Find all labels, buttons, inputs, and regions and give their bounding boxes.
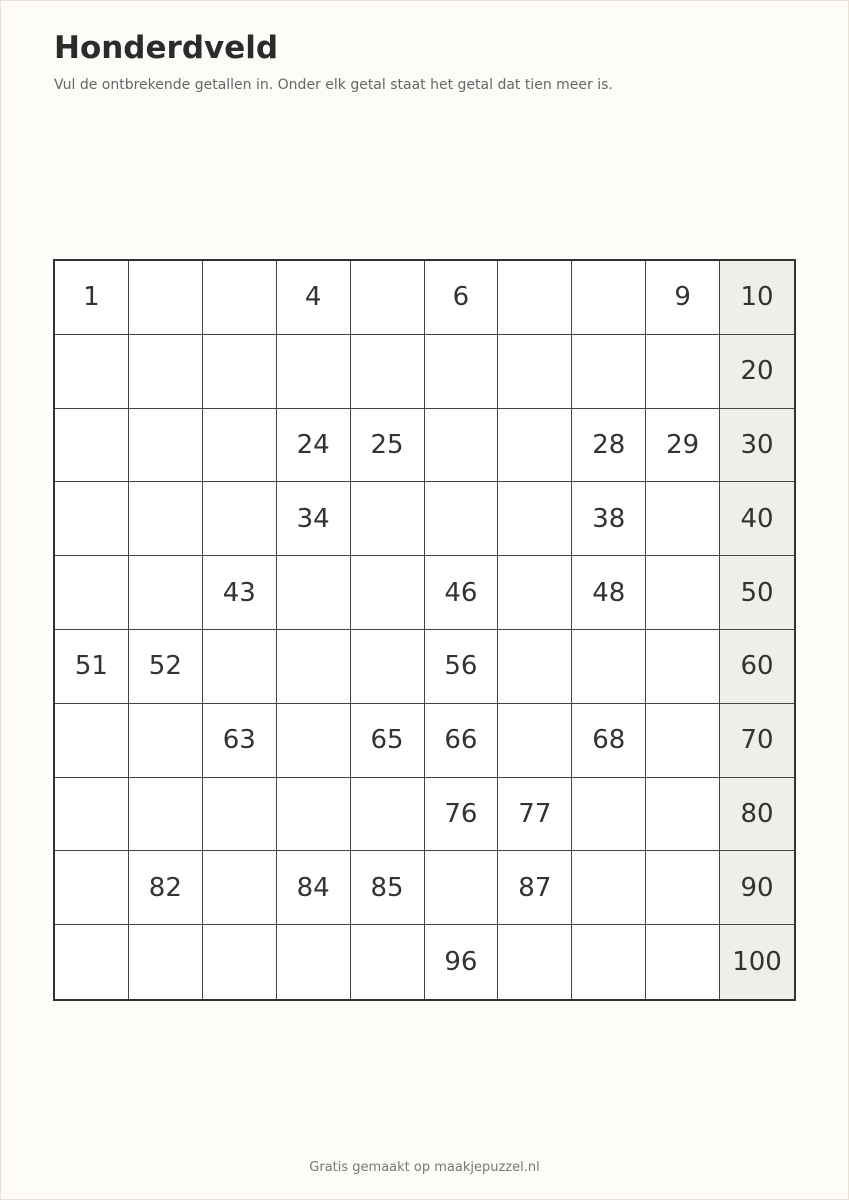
number-cell: 20 [720, 335, 794, 409]
empty-cell[interactable] [425, 482, 499, 556]
empty-cell[interactable] [55, 482, 129, 556]
empty-cell[interactable] [129, 778, 203, 852]
number-cell: 6 [425, 261, 499, 335]
empty-cell[interactable] [277, 335, 351, 409]
number-cell: 28 [572, 409, 646, 483]
empty-cell[interactable] [646, 778, 720, 852]
footer-credit: Gratis gemaakt op maakjepuzzel.nl [309, 1160, 540, 1175]
number-cell: 82 [129, 851, 203, 925]
number-cell: 46 [425, 556, 499, 630]
empty-cell[interactable] [425, 335, 499, 409]
number-cell: 60 [720, 630, 794, 704]
empty-cell[interactable] [498, 630, 572, 704]
number-cell: 9 [646, 261, 720, 335]
empty-cell[interactable] [572, 851, 646, 925]
number-cell: 87 [498, 851, 572, 925]
empty-cell[interactable] [498, 261, 572, 335]
empty-cell[interactable] [498, 409, 572, 483]
empty-cell[interactable] [646, 851, 720, 925]
empty-cell[interactable] [646, 704, 720, 778]
number-cell: 76 [425, 778, 499, 852]
number-cell: 29 [646, 409, 720, 483]
number-cell: 1 [55, 261, 129, 335]
number-cell: 4 [277, 261, 351, 335]
empty-cell[interactable] [425, 409, 499, 483]
number-cell: 77 [498, 778, 572, 852]
empty-cell[interactable] [351, 630, 425, 704]
empty-cell[interactable] [203, 261, 277, 335]
empty-cell[interactable] [646, 335, 720, 409]
empty-cell[interactable] [498, 925, 572, 999]
empty-cell[interactable] [277, 630, 351, 704]
number-cell: 80 [720, 778, 794, 852]
empty-cell[interactable] [203, 778, 277, 852]
empty-cell[interactable] [572, 630, 646, 704]
empty-cell[interactable] [646, 556, 720, 630]
empty-cell[interactable] [277, 704, 351, 778]
number-cell: 56 [425, 630, 499, 704]
page-title: Honderdveld [54, 30, 279, 66]
number-cell: 50 [720, 556, 794, 630]
empty-cell[interactable] [203, 630, 277, 704]
empty-cell[interactable] [351, 335, 425, 409]
number-cell: 66 [425, 704, 499, 778]
empty-cell[interactable] [498, 482, 572, 556]
number-cell: 38 [572, 482, 646, 556]
number-cell: 25 [351, 409, 425, 483]
number-cell: 90 [720, 851, 794, 925]
empty-cell[interactable] [351, 482, 425, 556]
empty-cell[interactable] [425, 851, 499, 925]
empty-cell[interactable] [129, 556, 203, 630]
number-cell: 70 [720, 704, 794, 778]
empty-cell[interactable] [646, 925, 720, 999]
empty-cell[interactable] [129, 925, 203, 999]
empty-cell[interactable] [203, 482, 277, 556]
empty-cell[interactable] [572, 925, 646, 999]
empty-cell[interactable] [203, 335, 277, 409]
empty-cell[interactable] [129, 704, 203, 778]
empty-cell[interactable] [203, 925, 277, 999]
number-cell: 65 [351, 704, 425, 778]
number-cell: 84 [277, 851, 351, 925]
empty-cell[interactable] [55, 409, 129, 483]
number-cell: 100 [720, 925, 794, 999]
empty-cell[interactable] [55, 335, 129, 409]
empty-cell[interactable] [129, 261, 203, 335]
empty-cell[interactable] [572, 335, 646, 409]
empty-cell[interactable] [129, 409, 203, 483]
empty-cell[interactable] [646, 630, 720, 704]
empty-cell[interactable] [129, 482, 203, 556]
empty-cell[interactable] [55, 778, 129, 852]
empty-cell[interactable] [277, 925, 351, 999]
number-cell: 63 [203, 704, 277, 778]
empty-cell[interactable] [351, 778, 425, 852]
empty-cell[interactable] [55, 925, 129, 999]
number-cell: 68 [572, 704, 646, 778]
empty-cell[interactable] [55, 556, 129, 630]
number-cell: 34 [277, 482, 351, 556]
number-cell: 85 [351, 851, 425, 925]
empty-cell[interactable] [572, 778, 646, 852]
empty-cell[interactable] [572, 261, 646, 335]
empty-cell[interactable] [203, 409, 277, 483]
hundred-grid [53, 259, 796, 1001]
empty-cell[interactable] [351, 261, 425, 335]
number-cell: 52 [129, 630, 203, 704]
empty-cell[interactable] [498, 335, 572, 409]
empty-cell[interactable] [203, 851, 277, 925]
number-cell: 40 [720, 482, 794, 556]
empty-cell[interactable] [351, 925, 425, 999]
number-cell: 30 [720, 409, 794, 483]
empty-cell[interactable] [55, 851, 129, 925]
number-cell: 96 [425, 925, 499, 999]
number-cell: 51 [55, 630, 129, 704]
empty-cell[interactable] [55, 704, 129, 778]
empty-cell[interactable] [277, 556, 351, 630]
number-cell: 24 [277, 409, 351, 483]
empty-cell[interactable] [129, 335, 203, 409]
instructions: Vul de ontbrekende getallen in. Onder elk getal staat het getal dat tien meer is. [54, 77, 613, 93]
number-cell: 10 [720, 261, 794, 335]
empty-cell[interactable] [646, 482, 720, 556]
empty-cell[interactable] [498, 556, 572, 630]
number-cell: 43 [203, 556, 277, 630]
empty-cell[interactable] [498, 704, 572, 778]
empty-cell[interactable] [277, 778, 351, 852]
number-cell: 48 [572, 556, 646, 630]
empty-cell[interactable] [351, 556, 425, 630]
